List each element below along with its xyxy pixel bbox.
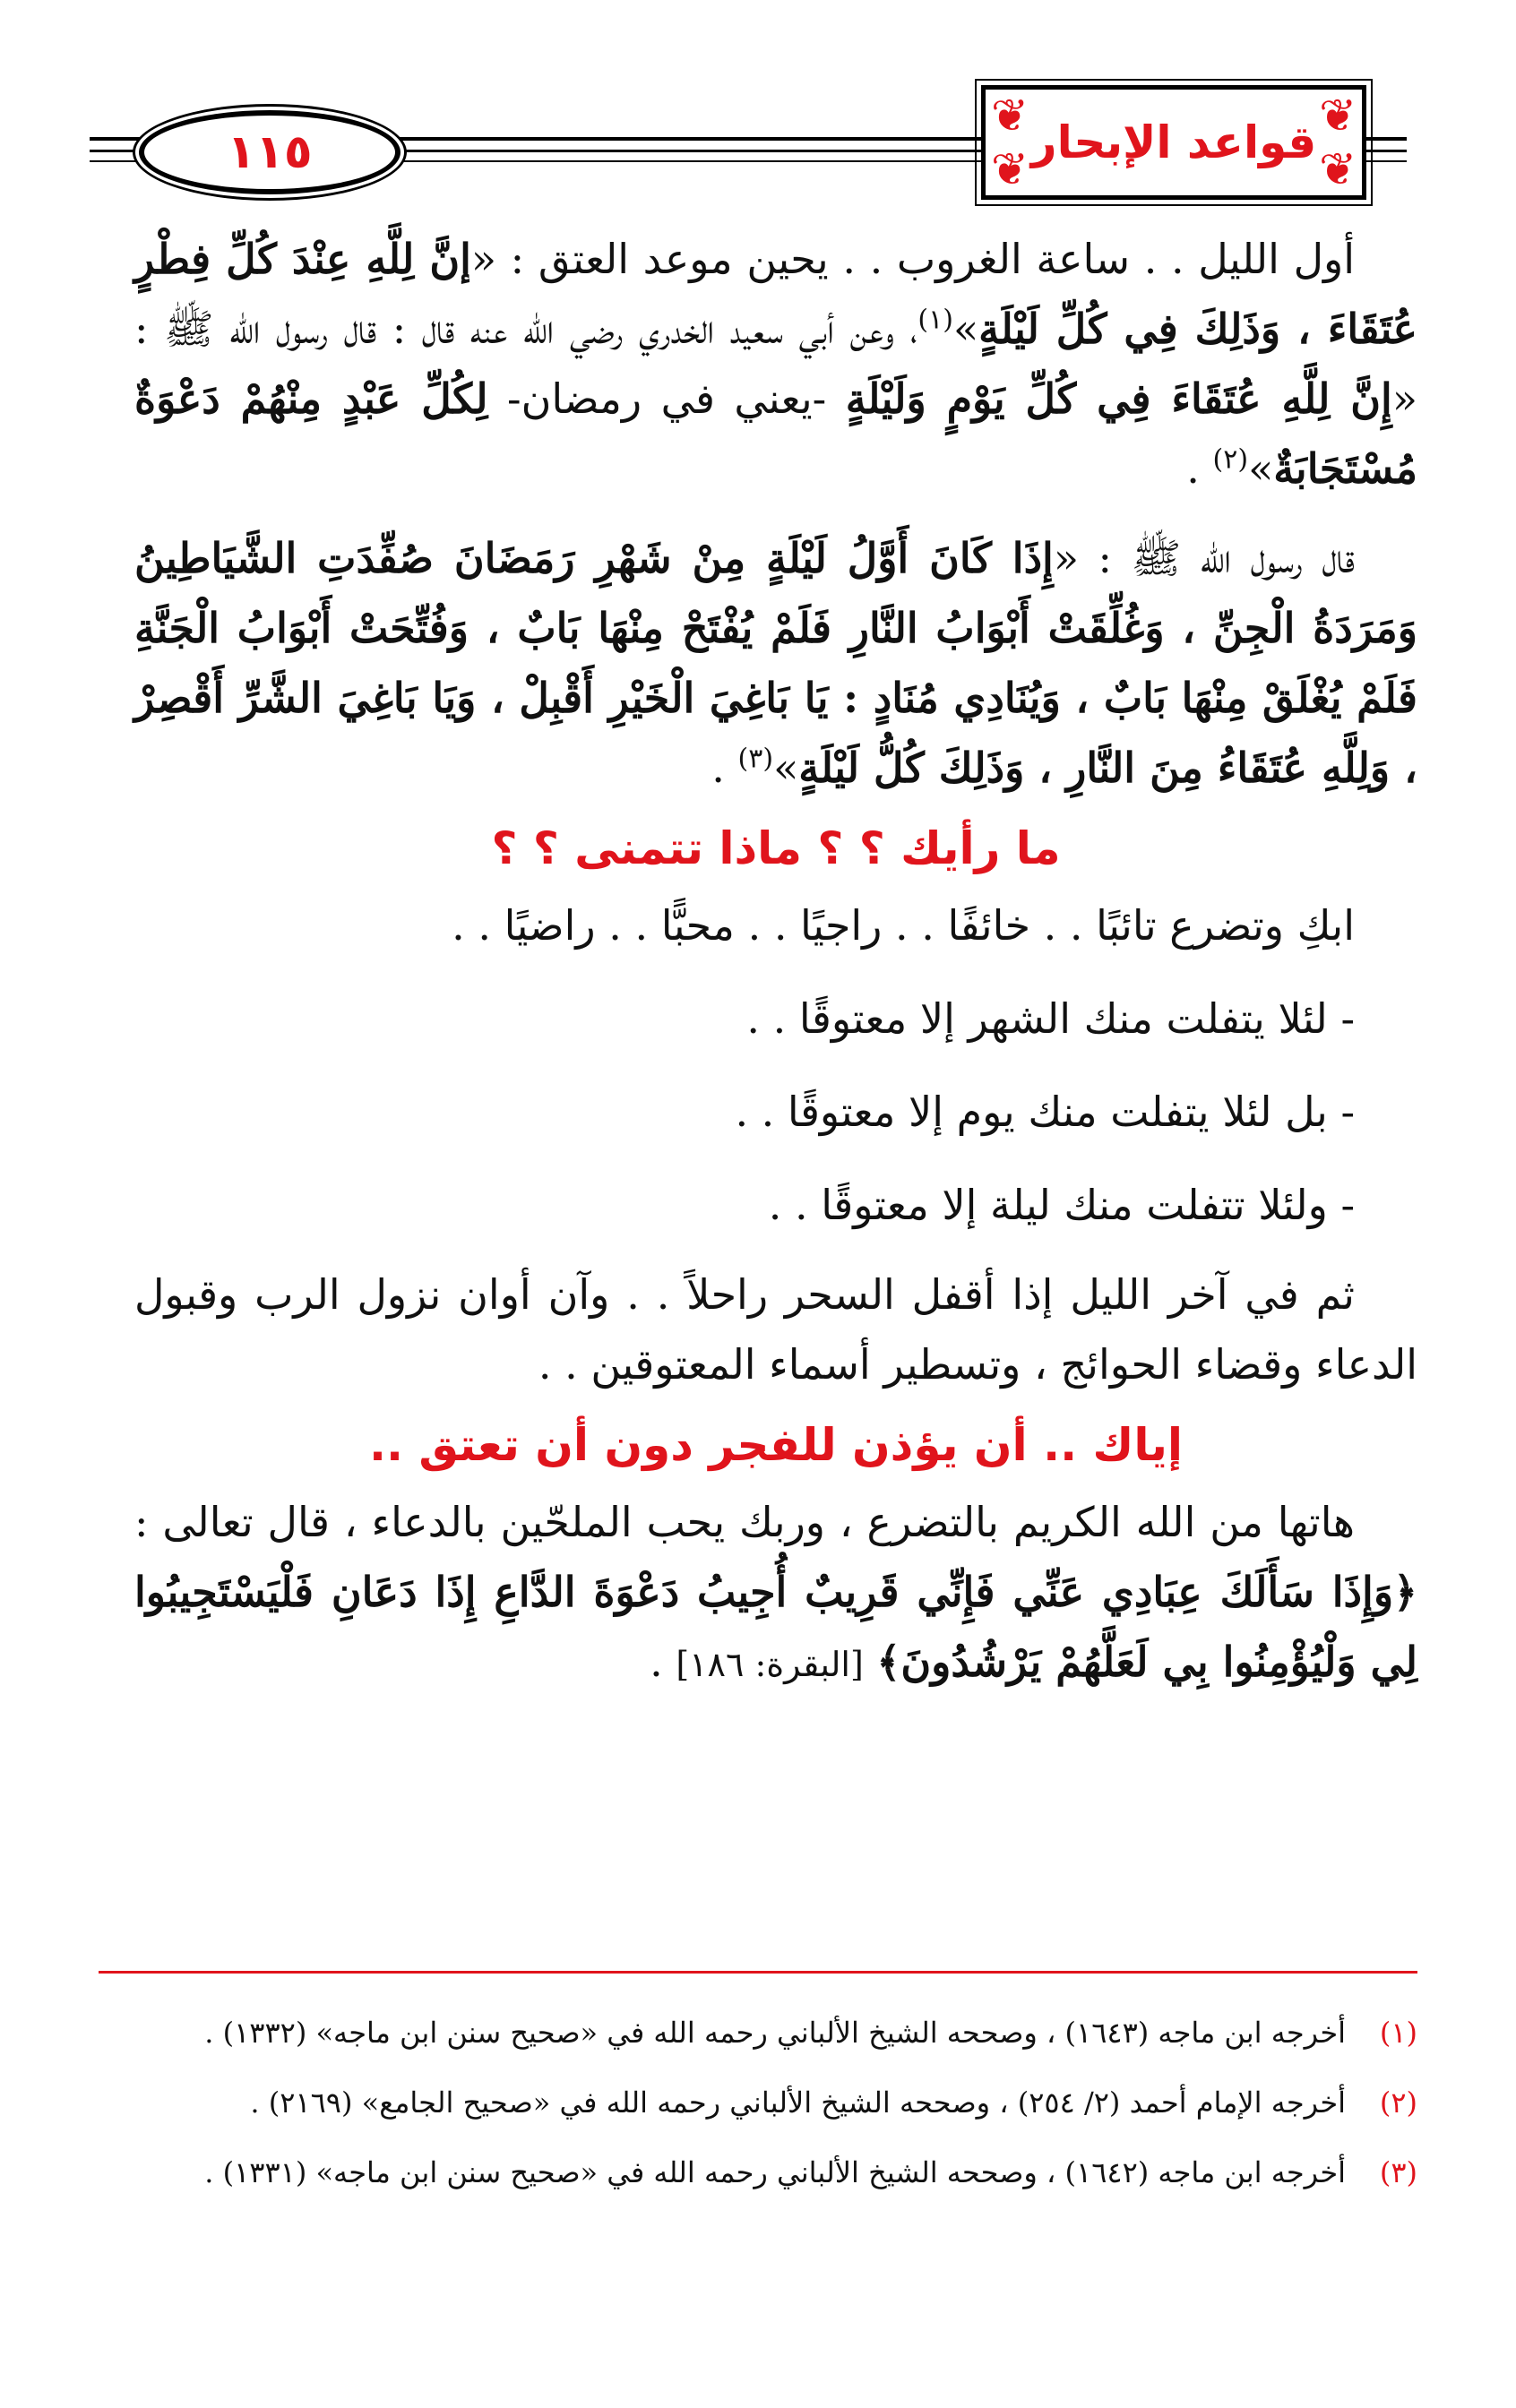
footnote-number[interactable]: (٢)	[1379, 2086, 1417, 2120]
paragraph-1	[134, 224, 1417, 503]
footnote-text: أخرجه ابن ماجه (١٦٤٣) ، وصححه الشيخ الألباني رحمه الله في «صحيح سنن ابن ماجه» (١٣٣٢) .	[204, 2016, 1346, 2050]
section-heading-1: ما رأيك ؟ ؟ ماذا تتمنى ؟ ؟	[491, 822, 1061, 874]
floral-corner-icon: ❦	[991, 90, 1029, 142]
paragraph-2	[134, 523, 1417, 803]
footnote-number[interactable]: (١)	[1379, 2016, 1417, 2050]
quran-citation: [البقرة: ١٨٦]	[676, 1645, 864, 1684]
footnote-ref-2[interactable]: (٢)	[1212, 443, 1249, 476]
paragraph-text: قال رسول الله ﷺ : «	[1053, 534, 1356, 582]
paragraph-text: هاتها من الله الكريم بالتضرع ، وربك يحب الملحّين بالدعاء ، قال تعالى :	[134, 1498, 1355, 1546]
paragraph-end: .	[1186, 444, 1213, 493]
page-body	[134, 224, 1417, 1699]
paragraph-text: أول الليل . . ساعة الغروب . . يحين موعد العتق : «	[470, 235, 1355, 283]
footnote-ref-1[interactable]: (١)	[917, 304, 953, 336]
list-item: - ولئلا تتفلت منك ليلة إلا معتوقًا . .	[768, 1181, 1355, 1229]
hadith-text: إِذَا كَانَ أَوَّلُ لَيْلَةٍ مِنْ شَهْرِ رَمَضَانَ صُفِّدَتِ الشَّيَاطِينُ وَمَرَدَةُ الْجِنِّ ، وَغُلِّقَتْ أَبْوَابُ النَّارِ فَلَمْ يُفْتَحْ مِنْهَا بَابٌ ، وَفُتِّحَتْ أَبْوَابُ الْجَنَّةِ فَلَمْ يُغْلَقْ مِنْهَا بَابٌ ، وَيُنَادِي مُنَادٍ : يَا بَاغِيَ الْخَيْرِ أَقْبِلْ ، وَيَا بَاغِيَ الشَّرِّ أَقْصِرْ ، وَلِلَّهِ عُتَقَاءُ مِنَ النَّارِ ، وَذَلِكَ كُلُّ لَيْلَةٍ	[134, 534, 1418, 792]
floral-corner-icon: ❦	[1319, 143, 1357, 195]
footnote-divider	[99, 1971, 1417, 1974]
book-title-box	[981, 85, 1366, 200]
section-heading-2: إياك .. أن يؤذن للفجر دون أن تعتق ..	[368, 1419, 1184, 1471]
footnote-text: أخرجه الإمام أحمد (٢/ ٢٥٤) ، وصححه الشيخ الألباني رحمه الله في «صحيح الجامع» (٢١٦٩) .	[250, 2086, 1346, 2120]
paragraph-end: .	[650, 1638, 676, 1686]
quote-close: »	[1248, 444, 1274, 493]
footnote-number[interactable]: (٣)	[1379, 2155, 1417, 2189]
page-number: ١١٥	[227, 125, 313, 179]
footnote-ref-3[interactable]: (٣)	[737, 743, 774, 775]
paragraph-gap	[134, 1240, 1417, 1260]
footnote-item	[99, 2068, 1417, 2137]
list-item: - بل لئلا يتفلت منك يوم إلا معتوقًا . .	[735, 1088, 1355, 1136]
footnote-item	[99, 1998, 1417, 2068]
paragraph-gap	[134, 503, 1417, 523]
hadith-text: إِنَّ لِلَّهِ عُتَقَاءَ فِي كُلِّ يَوْمٍ وَلَيْلَةٍ	[845, 374, 1392, 423]
footnote-text: أخرجه ابن ماجه (١٦٤٢) ، وصححه الشيخ الألباني رحمه الله في «صحيح سنن ابن ماجه» (١٣٣١) .	[204, 2155, 1346, 2189]
paragraph-text: -يعني في رمضان-	[487, 374, 846, 423]
paragraph-end: .	[711, 744, 738, 792]
hadith-text: لِكُلِّ عَبْدٍ مِنْهُمْ دَعْوَةٌ مُسْتَجَابَةٌ	[134, 374, 1417, 493]
list-item: - لئلا يتفلت منك الشهر إلا معتوقًا . .	[746, 994, 1355, 1043]
quran-verse: ﴿وَإِذَا سَأَلَكَ عِبَادِي عَنِّي فَإِنِّي قَرِيبٌ أُجِيبُ دَعْوَةَ الدَّاعِ إِذَا دَعَانِ فَلْيَسْتَجِيبُوا لِي وَلْيُؤْمِنُوا بِي لَعَلَّهُمْ يَرْشُدُونَ﴾	[134, 1568, 1417, 1686]
quote-close: »	[952, 305, 979, 353]
floral-corner-icon: ❦	[1319, 90, 1357, 142]
paragraph-text: ، وعن أبي سعيد الخدري رضي الله عنه قال : قال رسول الله ﷺ : «	[134, 305, 1417, 423]
paragraph-4: ثم في آخر الليل إذا أقفل السحر راحلاً . . وآن أوان نزول الرب وقبول الدعاء وقضاء الحوائج ، وتسطير أسماء المعتوقين . .	[134, 1270, 1417, 1389]
quote-close: »	[773, 744, 799, 792]
book-title: قواعد الإبحار	[1030, 116, 1317, 168]
footnotes	[99, 1998, 1417, 2207]
page-header	[90, 85, 1407, 211]
floral-corner-icon: ❦	[991, 143, 1029, 195]
paragraph-5	[134, 1487, 1417, 1699]
paragraph-3: ابكِ وتضرع تائبًا . . خائفًا . . راجيًا . . محبًّا . . راضيًا . .	[452, 901, 1355, 950]
footnote-item	[99, 2137, 1417, 2207]
page-number-oval	[139, 110, 401, 194]
hadith-text: إنَّ لِلَّهِ عِنْدَ كُلِّ فِطْرٍ عُتَقَاءَ ، وَذَلِكَ فِي كُلِّ لَيْلَةٍ	[134, 235, 1417, 353]
